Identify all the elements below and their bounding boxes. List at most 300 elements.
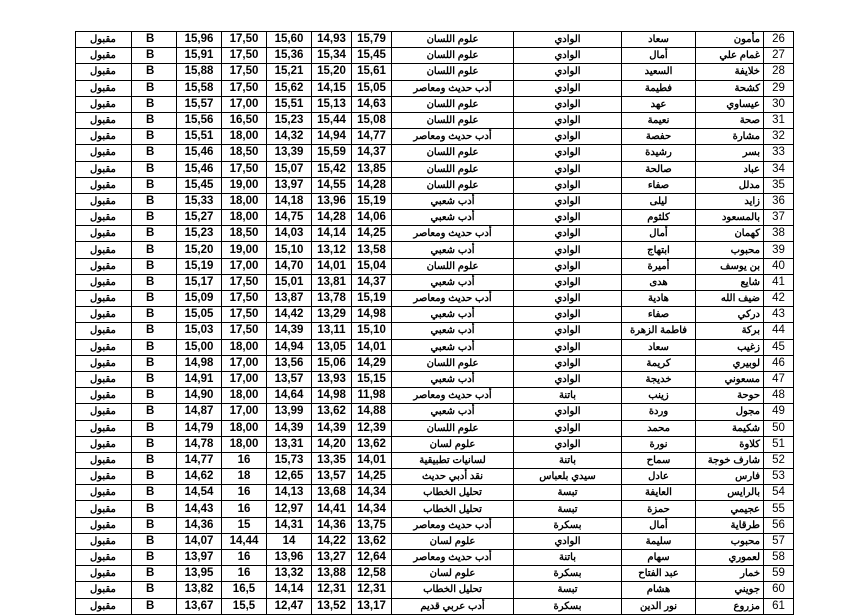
score-cell: 14,15 <box>312 80 352 96</box>
score-cell: 13,17 <box>352 598 392 614</box>
row-number-cell: 40 <box>764 258 794 274</box>
university-cell: الوادي <box>514 161 622 177</box>
score-cell: 13,78 <box>312 291 352 307</box>
table-row <box>76 129 794 145</box>
score-cell: 14,37 <box>352 145 392 161</box>
score-cell: 14,14 <box>312 226 352 242</box>
specialty-cell: علوم لسان <box>392 533 514 549</box>
decision-cell: مقبول <box>76 566 132 582</box>
last-name-cell: عجيمي <box>696 501 764 517</box>
university-cell: باتنة <box>514 550 622 566</box>
specialty-cell: أدب شعبي <box>392 404 514 420</box>
score-cell: 13,93 <box>312 371 352 387</box>
row-number-cell: 28 <box>764 64 794 80</box>
grade-cell: B <box>132 339 177 355</box>
last-name-cell: كهمان <box>696 226 764 242</box>
score-cell: 16,50 <box>222 112 267 128</box>
specialty-cell: لسانيات تطبيقية <box>392 452 514 468</box>
university-cell: الوادي <box>514 420 622 436</box>
specialty-cell: أدب شعبي <box>392 323 514 339</box>
table-row <box>76 469 794 485</box>
score-cell: 17,50 <box>222 80 267 96</box>
first-name-cell: رشيدة <box>622 145 696 161</box>
average-cell: 14,98 <box>177 355 222 371</box>
first-name-cell: كلثوم <box>622 210 696 226</box>
average-cell: 15,56 <box>177 112 222 128</box>
table-row <box>76 64 794 80</box>
row-number-cell: 27 <box>764 48 794 64</box>
score-cell: 17,50 <box>222 48 267 64</box>
score-cell: 14,39 <box>267 323 312 339</box>
score-cell: 14,25 <box>352 469 392 485</box>
specialty-cell: أدب شعبي <box>392 274 514 290</box>
specialty-cell: أدب حديث ومعاصر <box>392 226 514 242</box>
decision-cell: مقبول <box>76 242 132 258</box>
university-cell: الوادي <box>514 32 622 48</box>
row-number-cell: 36 <box>764 193 794 209</box>
score-cell: 14,42 <box>267 307 312 323</box>
decision-cell: مقبول <box>76 307 132 323</box>
grade-cell: B <box>132 566 177 582</box>
university-cell: الوادي <box>514 193 622 209</box>
decision-cell: مقبول <box>76 339 132 355</box>
university-cell: سيدي بلعباس <box>514 469 622 485</box>
score-cell: 13,99 <box>267 404 312 420</box>
table-row <box>76 177 794 193</box>
average-cell: 15,05 <box>177 307 222 323</box>
score-cell: 15,59 <box>312 145 352 161</box>
score-cell: 13,11 <box>312 323 352 339</box>
score-cell: 17,50 <box>222 291 267 307</box>
score-cell: 15,06 <box>312 355 352 371</box>
grade-cell: B <box>132 177 177 193</box>
score-cell: 18,00 <box>222 420 267 436</box>
last-name-cell: لعموري <box>696 550 764 566</box>
last-name-cell: طرقاية <box>696 517 764 533</box>
last-name-cell: محبوب <box>696 533 764 549</box>
last-name-cell: محبوب <box>696 242 764 258</box>
grade-cell: B <box>132 436 177 452</box>
average-cell: 15,96 <box>177 32 222 48</box>
university-cell: الوادي <box>514 112 622 128</box>
last-name-cell: بالرايس <box>696 485 764 501</box>
university-cell: بسكرة <box>514 517 622 533</box>
average-cell: 15,46 <box>177 145 222 161</box>
average-cell: 15,03 <box>177 323 222 339</box>
score-cell: 15,07 <box>267 161 312 177</box>
grade-cell: B <box>132 226 177 242</box>
specialty-cell: أدب شعبي <box>392 242 514 258</box>
score-cell: 14,88 <box>352 404 392 420</box>
specialty-cell: تحليل الخطاب <box>392 485 514 501</box>
score-cell: 18,00 <box>222 210 267 226</box>
average-cell: 15,23 <box>177 226 222 242</box>
row-number-cell: 54 <box>764 485 794 501</box>
score-cell: 13,85 <box>352 161 392 177</box>
last-name-cell: فارس <box>696 469 764 485</box>
average-cell: 13,67 <box>177 598 222 614</box>
row-number-cell: 53 <box>764 469 794 485</box>
university-cell: الوادي <box>514 274 622 290</box>
decision-cell: مقبول <box>76 355 132 371</box>
average-cell: 15,45 <box>177 177 222 193</box>
last-name-cell: شكيمة <box>696 420 764 436</box>
specialty-cell: علوم اللسان <box>392 258 514 274</box>
average-cell: 15,88 <box>177 64 222 80</box>
grade-cell: B <box>132 32 177 48</box>
grade-cell: B <box>132 210 177 226</box>
table-row <box>76 112 794 128</box>
first-name-cell: أمال <box>622 226 696 242</box>
university-cell: باتنة <box>514 452 622 468</box>
score-cell: 17,00 <box>222 371 267 387</box>
decision-cell: مقبول <box>76 371 132 387</box>
score-cell: 17,50 <box>222 32 267 48</box>
decision-cell: مقبول <box>76 550 132 566</box>
row-number-cell: 48 <box>764 388 794 404</box>
specialty-cell: أدب عربي قديم <box>392 598 514 614</box>
score-cell: 13,62 <box>312 404 352 420</box>
score-cell: 16,5 <box>222 582 267 598</box>
university-cell: الوادي <box>514 210 622 226</box>
first-name-cell: أمال <box>622 48 696 64</box>
first-name-cell: ليلى <box>622 193 696 209</box>
university-cell: تبسة <box>514 582 622 598</box>
first-name-cell: حفصة <box>622 129 696 145</box>
university-cell: الوادي <box>514 64 622 80</box>
first-name-cell: فاطمة الزهرة <box>622 323 696 339</box>
decision-cell: مقبول <box>76 48 132 64</box>
row-number-cell: 38 <box>764 226 794 242</box>
grade-cell: B <box>132 388 177 404</box>
decision-cell: مقبول <box>76 533 132 549</box>
score-cell: 13,56 <box>267 355 312 371</box>
score-cell: 14,37 <box>352 274 392 290</box>
specialty-cell: أدب حديث ومعاصر <box>392 388 514 404</box>
decision-cell: مقبول <box>76 291 132 307</box>
score-cell: 17,00 <box>222 355 267 371</box>
first-name-cell: نور الدين <box>622 598 696 614</box>
score-cell: 14,31 <box>267 517 312 533</box>
grade-cell: B <box>132 112 177 128</box>
score-cell: 15,45 <box>352 48 392 64</box>
university-cell: الوادي <box>514 80 622 96</box>
university-cell: الوادي <box>514 436 622 452</box>
grade-cell: B <box>132 291 177 307</box>
score-cell: 14,25 <box>352 226 392 242</box>
last-name-cell: مشارة <box>696 129 764 145</box>
first-name-cell: عبد الفتاح <box>622 566 696 582</box>
specialty-cell: تحليل الخطاب <box>392 582 514 598</box>
last-name-cell: بسر <box>696 145 764 161</box>
decision-cell: مقبول <box>76 274 132 290</box>
grade-cell: B <box>132 501 177 517</box>
score-cell: 14,55 <box>312 177 352 193</box>
score-cell: 19,00 <box>222 242 267 258</box>
grade-cell: B <box>132 323 177 339</box>
decision-cell: مقبول <box>76 161 132 177</box>
score-cell: 19,00 <box>222 177 267 193</box>
first-name-cell: هادية <box>622 291 696 307</box>
university-cell: الوادي <box>514 48 622 64</box>
average-cell: 15,19 <box>177 258 222 274</box>
table-row <box>76 145 794 161</box>
score-cell: 14,28 <box>352 177 392 193</box>
score-cell: 16 <box>222 550 267 566</box>
table-row <box>76 161 794 177</box>
decision-cell: مقبول <box>76 323 132 339</box>
table-row <box>76 307 794 323</box>
score-cell: 14,39 <box>312 420 352 436</box>
row-number-cell: 60 <box>764 582 794 598</box>
first-name-cell: فطيمة <box>622 80 696 96</box>
grade-cell: B <box>132 355 177 371</box>
average-cell: 14,87 <box>177 404 222 420</box>
specialty-cell: أدب حديث ومعاصر <box>392 129 514 145</box>
score-cell: 16 <box>222 452 267 468</box>
grade-cell: B <box>132 582 177 598</box>
specialty-cell: علوم اللسان <box>392 161 514 177</box>
average-cell: 15,00 <box>177 339 222 355</box>
score-cell: 14,32 <box>267 129 312 145</box>
score-cell: 15,51 <box>267 96 312 112</box>
table-row <box>76 436 794 452</box>
table-row <box>76 566 794 582</box>
score-cell: 16 <box>222 485 267 501</box>
last-name-cell: عباد <box>696 161 764 177</box>
first-name-cell: هشام <box>622 582 696 598</box>
score-cell: 14,01 <box>352 339 392 355</box>
score-cell: 17,00 <box>222 258 267 274</box>
average-cell: 13,82 <box>177 582 222 598</box>
score-cell: 14,28 <box>312 210 352 226</box>
score-cell: 15,5 <box>222 598 267 614</box>
score-cell: 17,50 <box>222 161 267 177</box>
specialty-cell: أدب حديث ومعاصر <box>392 291 514 307</box>
decision-cell: مقبول <box>76 112 132 128</box>
score-cell: 15,44 <box>312 112 352 128</box>
university-cell: تبسة <box>514 501 622 517</box>
specialty-cell: علوم اللسان <box>392 48 514 64</box>
score-cell: 15,15 <box>352 371 392 387</box>
grade-cell: B <box>132 145 177 161</box>
specialty-cell: أدب حديث ومعاصر <box>392 80 514 96</box>
table-row <box>76 210 794 226</box>
decision-cell: مقبول <box>76 32 132 48</box>
average-cell: 14,90 <box>177 388 222 404</box>
score-cell: 13,35 <box>312 452 352 468</box>
row-number-cell: 34 <box>764 161 794 177</box>
score-cell: 13,31 <box>267 436 312 452</box>
score-cell: 14,34 <box>352 485 392 501</box>
first-name-cell: وردة <box>622 404 696 420</box>
score-cell: 15,10 <box>352 323 392 339</box>
score-cell: 14,34 <box>352 501 392 517</box>
grade-cell: B <box>132 307 177 323</box>
first-name-cell: كريمة <box>622 355 696 371</box>
last-name-cell: خلايفة <box>696 64 764 80</box>
last-name-cell: زغيب <box>696 339 764 355</box>
row-number-cell: 39 <box>764 242 794 258</box>
university-cell: باتنة <box>514 388 622 404</box>
score-cell: 12,31 <box>312 582 352 598</box>
table-row <box>76 291 794 307</box>
row-number-cell: 26 <box>764 32 794 48</box>
decision-cell: مقبول <box>76 517 132 533</box>
first-name-cell: هدى <box>622 274 696 290</box>
table-row <box>76 226 794 242</box>
last-name-cell: بركة <box>696 323 764 339</box>
score-cell: 13,97 <box>267 177 312 193</box>
average-cell: 14,07 <box>177 533 222 549</box>
score-cell: 14,06 <box>352 210 392 226</box>
score-cell: 18 <box>222 469 267 485</box>
score-cell: 13,88 <box>312 566 352 582</box>
score-cell: 13,27 <box>312 550 352 566</box>
last-name-cell: غمام علي <box>696 48 764 64</box>
grade-cell: B <box>132 161 177 177</box>
average-cell: 14,77 <box>177 452 222 468</box>
row-number-cell: 61 <box>764 598 794 614</box>
score-cell: 13,57 <box>312 469 352 485</box>
row-number-cell: 58 <box>764 550 794 566</box>
last-name-cell: شارف خوجة <box>696 452 764 468</box>
first-name-cell: خديجة <box>622 371 696 387</box>
specialty-cell: علوم اللسان <box>392 112 514 128</box>
average-cell: 13,97 <box>177 550 222 566</box>
grade-cell: B <box>132 452 177 468</box>
score-cell: 14,93 <box>312 32 352 48</box>
score-cell: 13,05 <box>312 339 352 355</box>
last-name-cell: خمار <box>696 566 764 582</box>
row-number-cell: 51 <box>764 436 794 452</box>
specialty-cell: علوم لسان <box>392 436 514 452</box>
score-cell: 14,36 <box>312 517 352 533</box>
score-cell: 15,42 <box>312 161 352 177</box>
grade-cell: B <box>132 129 177 145</box>
score-cell: 12,65 <box>267 469 312 485</box>
university-cell: الوادي <box>514 404 622 420</box>
grade-cell: B <box>132 96 177 112</box>
first-name-cell: عادل <box>622 469 696 485</box>
last-name-cell: ضيف الله <box>696 291 764 307</box>
score-cell: 14,01 <box>352 452 392 468</box>
row-number-cell: 59 <box>764 566 794 582</box>
score-cell: 15 <box>222 517 267 533</box>
score-cell: 14,22 <box>312 533 352 549</box>
average-cell: 15,46 <box>177 161 222 177</box>
score-cell: 13,81 <box>312 274 352 290</box>
table-body <box>76 32 794 615</box>
specialty-cell: علوم اللسان <box>392 177 514 193</box>
average-cell: 15,17 <box>177 274 222 290</box>
score-cell: 15,36 <box>267 48 312 64</box>
specialty-cell: علوم اللسان <box>392 32 514 48</box>
score-cell: 13,62 <box>352 436 392 452</box>
table-row <box>76 80 794 96</box>
grade-cell: B <box>132 193 177 209</box>
row-number-cell: 56 <box>764 517 794 533</box>
decision-cell: مقبول <box>76 64 132 80</box>
decision-cell: مقبول <box>76 436 132 452</box>
score-cell: 16 <box>222 566 267 582</box>
table-row <box>76 485 794 501</box>
decision-cell: مقبول <box>76 388 132 404</box>
grade-cell: B <box>132 517 177 533</box>
university-cell: الوادي <box>514 323 622 339</box>
score-cell: 15,13 <box>312 96 352 112</box>
last-name-cell: جويني <box>696 582 764 598</box>
decision-cell: مقبول <box>76 582 132 598</box>
table-row <box>76 274 794 290</box>
score-cell: 18,00 <box>222 436 267 452</box>
average-cell: 14,79 <box>177 420 222 436</box>
score-cell: 14,94 <box>312 129 352 145</box>
university-cell: الوادي <box>514 242 622 258</box>
last-name-cell: مزروع <box>696 598 764 614</box>
grade-cell: B <box>132 258 177 274</box>
first-name-cell: محمد <box>622 420 696 436</box>
first-name-cell: نورة <box>622 436 696 452</box>
score-cell: 15,04 <box>352 258 392 274</box>
grade-cell: B <box>132 469 177 485</box>
decision-cell: مقبول <box>76 452 132 468</box>
first-name-cell: أمال <box>622 517 696 533</box>
last-name-cell: كشحة <box>696 80 764 96</box>
score-cell: 14 <box>267 533 312 549</box>
first-name-cell: سعاد <box>622 32 696 48</box>
score-cell: 15,05 <box>352 80 392 96</box>
university-cell: بسكرة <box>514 566 622 582</box>
grade-cell: B <box>132 420 177 436</box>
score-cell: 15,23 <box>267 112 312 128</box>
decision-cell: مقبول <box>76 469 132 485</box>
average-cell: 15,58 <box>177 80 222 96</box>
specialty-cell: علوم اللسان <box>392 145 514 161</box>
score-cell: 13,52 <box>312 598 352 614</box>
average-cell: 15,27 <box>177 210 222 226</box>
last-name-cell: دركي <box>696 307 764 323</box>
score-cell: 18,50 <box>222 226 267 242</box>
table-row <box>76 452 794 468</box>
score-cell: 14,44 <box>222 533 267 549</box>
row-number-cell: 30 <box>764 96 794 112</box>
grade-cell: B <box>132 404 177 420</box>
score-cell: 15,10 <box>267 242 312 258</box>
table-row <box>76 323 794 339</box>
decision-cell: مقبول <box>76 210 132 226</box>
score-cell: 15,20 <box>312 64 352 80</box>
results-table <box>75 31 794 615</box>
score-cell: 12,97 <box>267 501 312 517</box>
score-cell: 12,58 <box>352 566 392 582</box>
university-cell: الوادي <box>514 339 622 355</box>
specialty-cell: أدب حديث ومعاصر <box>392 550 514 566</box>
university-cell: الوادي <box>514 177 622 193</box>
score-cell: 14,41 <box>312 501 352 517</box>
score-cell: 14,14 <box>267 582 312 598</box>
table-row <box>76 598 794 614</box>
row-number-cell: 33 <box>764 145 794 161</box>
score-cell: 14,18 <box>267 193 312 209</box>
university-cell: الوادي <box>514 307 622 323</box>
decision-cell: مقبول <box>76 258 132 274</box>
table-row <box>76 339 794 355</box>
table-row <box>76 258 794 274</box>
specialty-cell: علوم لسان <box>392 566 514 582</box>
last-name-cell: مأمون <box>696 32 764 48</box>
score-cell: 13,29 <box>312 307 352 323</box>
